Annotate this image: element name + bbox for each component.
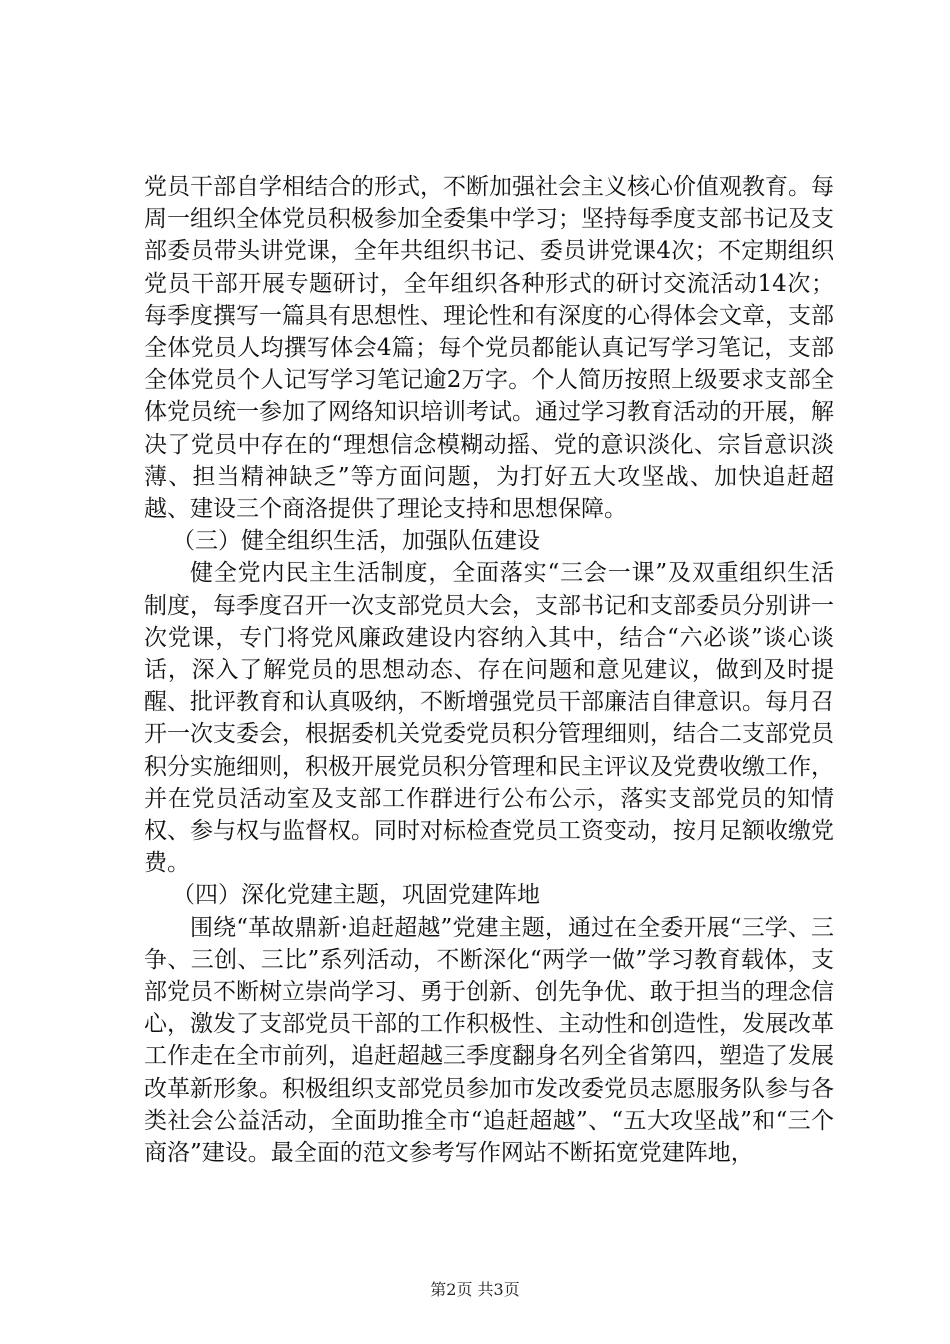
- paragraph-organization-life: 健全党内民主生活制度，全面落实“三会一课”及双重组织生活制度，每季度召开一次支部党员大会，支部书记和支部委员分别讲一次党课，专门将党风廉政建设内容纳入其中，结合“六必谈”谈心谈话，深入了解党员的思想动态、存在问题和意见建议，做到及时提醒、批评教育和认真吸纳，不断增强党员干部廉洁自律意识。每月召开一次支委会，根据委机关党委党员积分管理细则，结合二支部党员积分实施细则，积极开展党员积分管理和民主评议及党费收缴工作，并在党员活动室及支部工作群进行公布公示，落实支部党员的知情权、参与权与监督权。同时对标检查党员工资变动，按月足额收缴党费。: [144, 560, 834, 877]
- paragraph-party-building-theme: 围绕“革故鼎新·追赶超越”党建主题，通过在全委开展“三学、三争、三创、三比”系列活动，不断深化“两学一做”学习教育载体，支部党员不断树立崇尚学习、勇于创新、创先争优、敢于担当的理念信心，激发了支部党员干部的工作积极性、主动性和创造性，发展改革工作走在全市前列，追赶超越三季度翻身名列全省第四，塑造了发展改革新形象。积极组织支部党员参加市发改委党员志愿服务队参与各类社会公益活动，全面助推全市“追赶超越”、“五大攻坚战”和“三个商洛”建设。最全面的范文参考写作网站不断拓宽党建阵地，: [144, 914, 834, 1167]
- page-number-footer: 第2页 共3页: [430, 1280, 520, 1299]
- paragraph-continued: 党员干部自学相结合的形式，不断加强社会主义核心价值观教育。每周一组织全体党员积极参加全委集中学习；坚持每季度支部书记及支部委员带头讲党课，全年共组织书记、委员讲党课4次；不定期组织党员干部开展专题研讨，全年组织各种形式的研讨交流活动14次；每季度撰写一篇具有思想性、理论性和有深度的心得体会文章，支部全体党员人均撰写体会4篇；每个党员都能认真记写学习笔记，支部全体党员个人记写学习笔记逾2万字。个人简历按照上级要求支部全体党员统一参加了网络知识培训考试。通过学习教育活动的开展，解决了党员中存在的“理想信念模糊动摇、党的意识淡化、宗旨意识淡薄、担当精神缺乏”等方面问题，为打好五大攻坚战、加快追赶超越、建设三个商洛提供了理论支持和思想保障。: [144, 174, 834, 523]
- section-heading-4: （四）深化党建主题，巩固党建阵地: [172, 882, 540, 909]
- section-heading-3: （三）健全组织生活，加强队伍建设: [172, 528, 540, 555]
- document-body: [144, 171, 834, 1169]
